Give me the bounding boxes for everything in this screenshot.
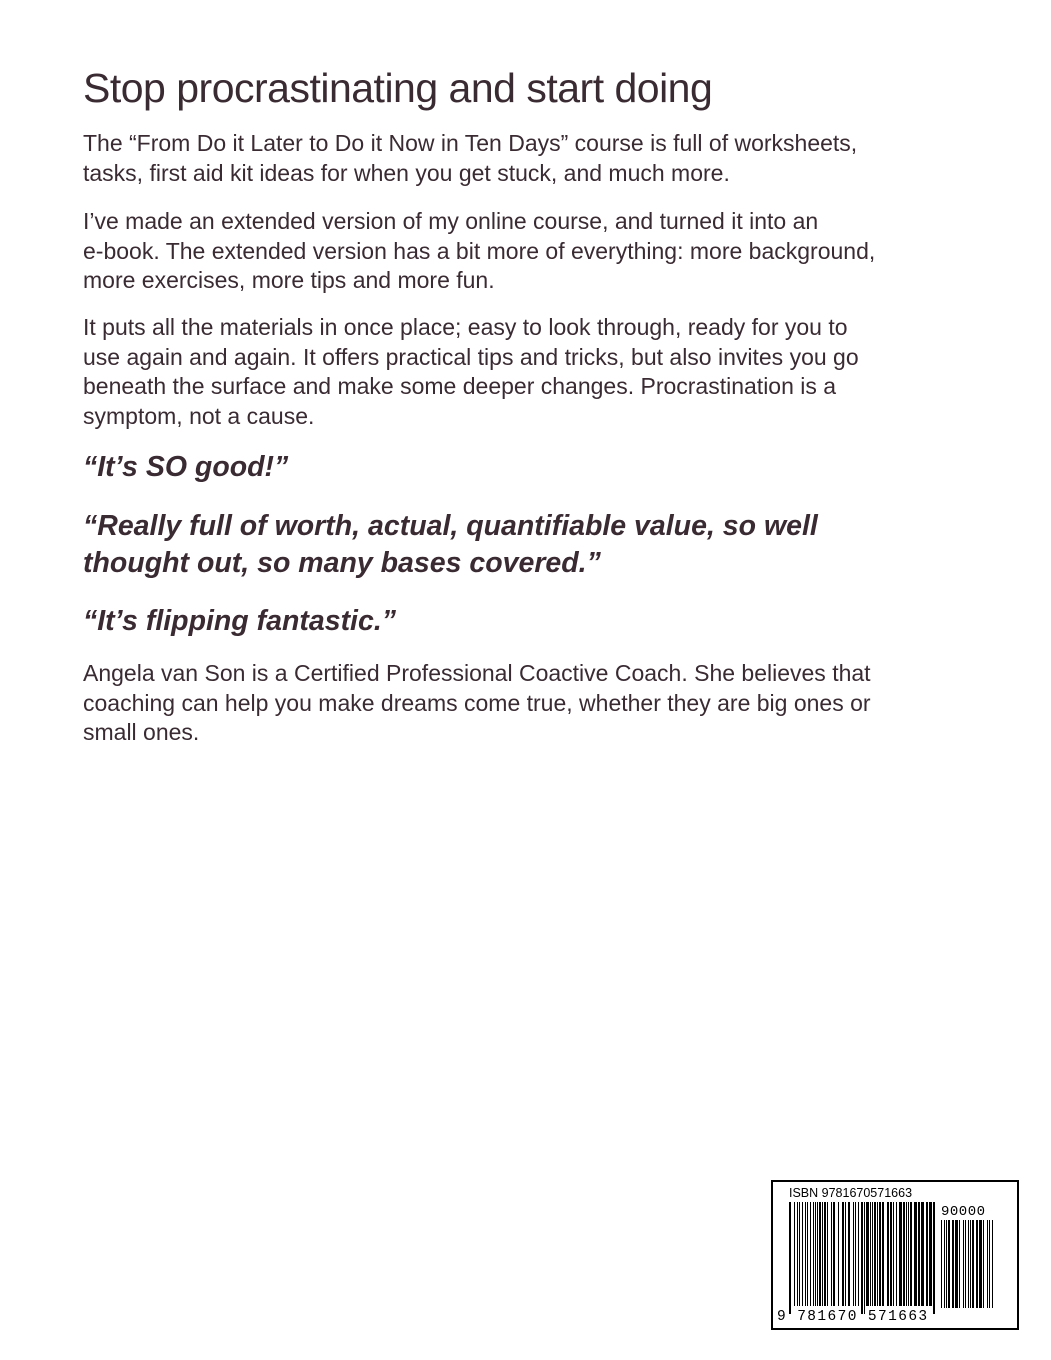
- page-title: Stop procrastinating and start doing: [83, 65, 713, 111]
- addon-bar: [987, 1220, 988, 1308]
- barcode-bar: [874, 1202, 876, 1306]
- barcode-bar: [799, 1202, 800, 1306]
- testimonial-quote: [83, 508, 818, 582]
- barcode-bar: [817, 1202, 818, 1306]
- isbn-barcode: [771, 1180, 1019, 1330]
- addon-bar: [946, 1220, 947, 1308]
- barcode-bar: [903, 1202, 905, 1306]
- barcode-bar: [899, 1202, 902, 1306]
- extended-version-paragraph: [83, 207, 875, 296]
- quote-line: “It’s SO good!”: [83, 451, 289, 483]
- barcode-bar: [815, 1202, 816, 1306]
- barcode-bars: [789, 1202, 939, 1314]
- bio-line: Angela van Son is a Certified Professional Coactive Coach. She believes that: [83, 660, 871, 686]
- barcode-bar: [890, 1202, 892, 1306]
- addon-bar: [948, 1220, 950, 1308]
- paragraph-line: The “From Do it Later to Do it Now in Ten Days” course is full of worksheets,: [83, 130, 858, 156]
- paragraph-line: e-book. The extended version has a bit more of everything: more background,: [83, 237, 876, 264]
- barcode-bar: [929, 1202, 932, 1306]
- barcode-bar: [842, 1202, 844, 1306]
- addon-bar: [941, 1220, 942, 1308]
- paragraph-line: I’ve made an extended version of my online course, and turned it into an: [83, 208, 819, 234]
- barcode-bar: [845, 1202, 846, 1306]
- barcode-bar: [838, 1202, 839, 1306]
- barcode-bar: [861, 1202, 863, 1314]
- barcode-bar: [893, 1202, 894, 1306]
- addon-bar: [968, 1220, 969, 1308]
- barcode-digits: 9 781670 571663: [777, 1309, 929, 1325]
- barcode-bar: [933, 1202, 935, 1314]
- barcode-bar: [879, 1202, 881, 1306]
- barcode-bar: [853, 1202, 854, 1306]
- barcode-bar: [802, 1202, 803, 1306]
- barcode-bar: [906, 1202, 907, 1306]
- addon-bar: [979, 1220, 982, 1308]
- course-description-paragraph: [83, 129, 857, 188]
- paragraph-line: symptom, not a cause.: [83, 402, 315, 429]
- barcode-bar: [866, 1202, 869, 1306]
- author-bio-paragraph: [83, 659, 871, 748]
- addon-bar: [963, 1220, 964, 1308]
- barcode-bar: [794, 1202, 795, 1306]
- addon-bar: [972, 1220, 974, 1308]
- barcode-bar: [908, 1202, 909, 1306]
- barcode-bar: [827, 1202, 828, 1306]
- barcode-bar: [797, 1202, 798, 1306]
- barcode-bar: [872, 1202, 873, 1306]
- barcode-bar: [789, 1202, 791, 1314]
- addon-bar: [952, 1220, 954, 1308]
- paragraph-line: It puts all the materials in once place; easy to look through, ready for you to: [83, 314, 848, 340]
- barcode-bar: [831, 1202, 832, 1306]
- barcode-bar: [855, 1202, 856, 1306]
- barcode-bar: [921, 1202, 924, 1306]
- addon-barcode-bars: [941, 1220, 997, 1316]
- addon-bar: [992, 1220, 993, 1308]
- quote-line: thought out, so many bases covered.”: [83, 547, 601, 579]
- barcode-bar: [864, 1202, 865, 1314]
- barcode-bar: [824, 1202, 826, 1306]
- barcode-bar: [813, 1202, 814, 1306]
- isbn-label: ISBN 9781670571663: [789, 1186, 913, 1200]
- paragraph-line: use again and again. It offers practical tips and tricks, but also invites you go: [83, 343, 859, 370]
- addon-bar: [965, 1220, 966, 1308]
- price-code: 90000: [941, 1204, 986, 1220]
- barcode-bar: [858, 1202, 859, 1306]
- addon-bar: [983, 1220, 984, 1308]
- barcode-bar: [918, 1202, 920, 1306]
- barcode-bar: [822, 1202, 823, 1306]
- quote-line: “Really full of worth, actual, quantifiable value, so well: [83, 510, 818, 542]
- barcode-bar: [807, 1202, 808, 1306]
- barcode-bar: [877, 1202, 878, 1306]
- addon-bar: [989, 1220, 990, 1308]
- barcode-bar: [910, 1202, 912, 1306]
- barcode-bar: [926, 1202, 928, 1306]
- addon-bar: [970, 1220, 971, 1308]
- barcode-bar: [882, 1202, 884, 1306]
- barcode-bar: [810, 1202, 811, 1306]
- barcode-bar: [887, 1202, 889, 1306]
- materials-paragraph: [83, 313, 859, 431]
- barcode-bar: [914, 1202, 917, 1306]
- addon-bar: [976, 1220, 978, 1308]
- barcode-bar: [819, 1202, 821, 1306]
- paragraph-line: beneath the surface and make some deeper changes. Procrastination is a: [83, 373, 837, 399]
- testimonial-quote: [83, 603, 396, 640]
- barcode-bar: [848, 1202, 850, 1306]
- testimonial-quote: [83, 449, 288, 486]
- bio-line: coaching can help you make dreams come true, whether they are big ones or: [83, 689, 871, 716]
- paragraph-line: tasks, first aid kit ideas for when you get stuck, and much more.: [83, 159, 730, 186]
- barcode-bar: [805, 1202, 806, 1306]
- barcode-bar: [896, 1202, 897, 1306]
- barcode-bar: [833, 1202, 835, 1306]
- paragraph-line: more exercises, more tips and more fun.: [83, 267, 495, 293]
- addon-bar: [959, 1220, 960, 1308]
- addon-bar: [955, 1220, 958, 1308]
- bio-line: small ones.: [83, 719, 200, 745]
- addon-bar: [944, 1220, 945, 1308]
- barcode-bar: [870, 1202, 871, 1306]
- quote-line: “It’s flipping fantastic.”: [83, 605, 396, 637]
